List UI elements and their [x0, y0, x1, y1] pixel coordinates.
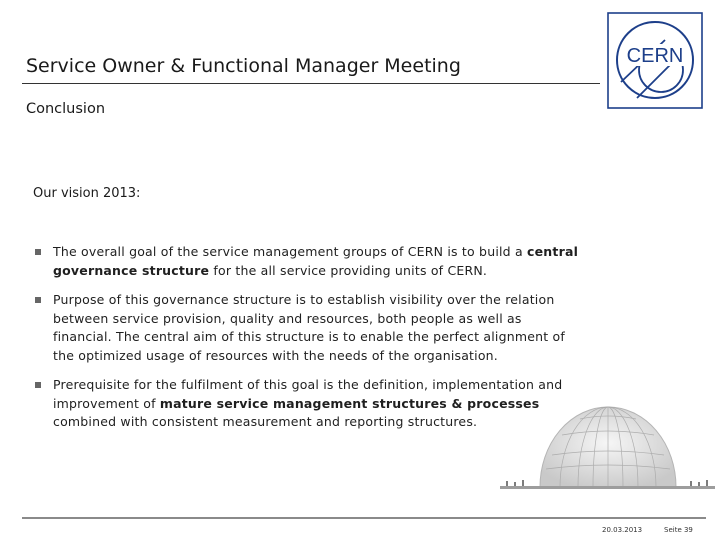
list-item — [35, 376, 580, 432]
page-number: Seite 39 — [664, 526, 693, 534]
bullet-icon — [35, 382, 41, 388]
globe-building-image — [500, 355, 715, 495]
cern-logo-text: CERN — [626, 45, 684, 67]
bullet-text: Prerequisite for the fulfilment of this goal is the definition, implementation and improvement of — [53, 377, 563, 411]
bullet-emphasis: mature service management structures & processes — [159, 395, 540, 411]
bullet-text: for the all service providing units of CERN. — [209, 262, 488, 278]
bullet-text: Purpose of this governance structure is to establish visibility over the relation between service provision, quality and resources, both people as well as financial. The central aim of this structure is to enable the perfect alignment of the optimized usage of resources with the needs of the organisation. — [53, 292, 565, 363]
bullet-text: combined with consistent measurement and reporting structures. — [53, 414, 478, 429]
bullet-list — [35, 243, 580, 443]
footer-date: 20.03.2013 — [602, 526, 643, 534]
bullet-icon — [35, 297, 41, 303]
slide-subtitle: Conclusion — [26, 101, 106, 117]
vision-heading: Our vision 2013: — [33, 186, 141, 201]
footer-divider — [22, 517, 706, 519]
list-item — [35, 243, 580, 280]
bullet-icon — [35, 249, 41, 255]
bullet-emphasis: central governance structure — [53, 244, 579, 278]
bullet-text: The overall goal of the service management groups of CERN is to build a — [53, 244, 528, 259]
cern-logo — [607, 12, 703, 109]
slide-title: Service Owner & Functional Manager Meeting — [26, 55, 461, 77]
list-item — [35, 291, 580, 365]
title-divider — [22, 83, 600, 84]
